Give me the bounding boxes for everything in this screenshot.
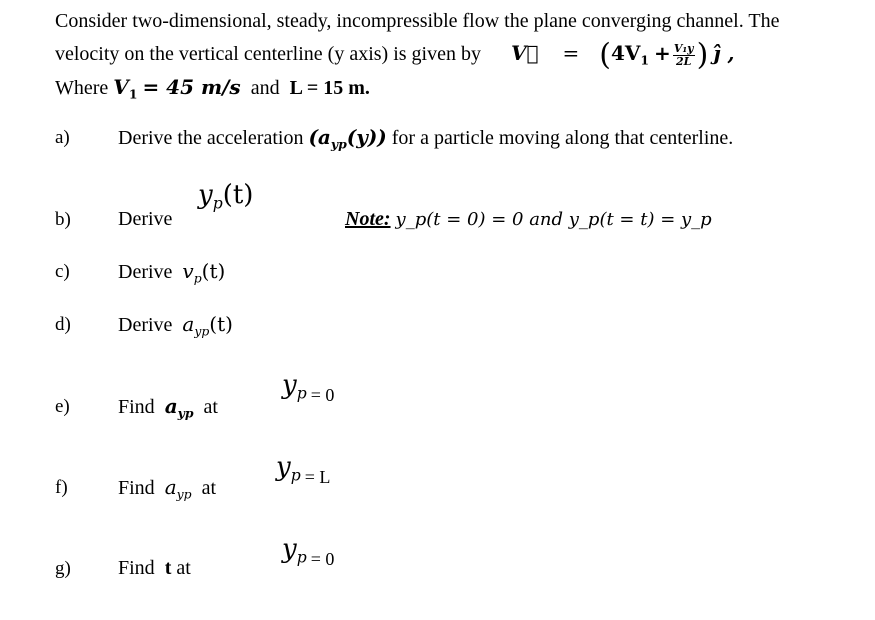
at-text: at xyxy=(201,477,216,499)
item-a-expr xyxy=(308,125,387,152)
plus-sign: + xyxy=(654,41,671,65)
L-definition: L = 15 m. xyxy=(289,77,370,99)
item-c-body xyxy=(118,256,225,293)
item-e-condition xyxy=(282,370,335,405)
item-e xyxy=(55,391,70,422)
velocity-fraction xyxy=(673,43,695,68)
item-b-note xyxy=(345,204,712,235)
note-text: y_p(t = 0) = 0 and y_p(t = t) = y_p xyxy=(395,209,712,230)
close-paren: ) xyxy=(696,37,709,73)
cond-sub: p xyxy=(290,466,301,485)
item-b-expr xyxy=(198,180,253,212)
expr-sub: p xyxy=(212,194,223,213)
expr-main: v xyxy=(182,259,194,283)
note-label: Note: xyxy=(345,208,391,230)
item-label: g) xyxy=(55,558,71,579)
expr-tail: (y)) xyxy=(346,125,387,149)
expr-sub: yp xyxy=(177,405,194,421)
v1-value: = 45 m/s xyxy=(142,75,241,99)
velocity-coefficient-subscript: 1 xyxy=(640,52,650,68)
expr-main: a xyxy=(164,475,177,499)
item-f-condition xyxy=(276,452,331,487)
expr-tail: (t) xyxy=(201,259,226,283)
intro-line-1 xyxy=(55,6,779,36)
item-text: Derive xyxy=(118,261,173,283)
cond-var: y xyxy=(282,534,297,564)
at-text: at xyxy=(203,396,218,418)
fraction-numerator: V₁y xyxy=(673,41,694,55)
item-label: d) xyxy=(55,314,71,335)
item-b-body xyxy=(118,204,172,234)
at-text: at xyxy=(176,557,191,579)
item-text: Find xyxy=(118,396,155,418)
item-a-body xyxy=(118,122,733,159)
item-text: Derive xyxy=(118,208,173,230)
item-label: a) xyxy=(55,127,70,148)
expr-sub: yp xyxy=(330,136,347,152)
where-text: Where xyxy=(55,77,109,99)
intro-line-3 xyxy=(55,72,370,109)
item-label: c) xyxy=(55,261,70,282)
item-tail-text: for a particle moving along that centerline. xyxy=(391,127,734,149)
item-text: Find xyxy=(118,557,155,579)
expr-sub: yp xyxy=(194,323,210,339)
item-label: f) xyxy=(55,477,68,498)
cond-value: = 0 xyxy=(310,549,335,569)
item-text: Find xyxy=(118,477,155,499)
item-label: b) xyxy=(55,209,71,230)
cond-var: y xyxy=(276,452,291,482)
velocity-coefficient: 4V xyxy=(610,41,641,65)
item-a xyxy=(55,122,70,153)
fraction-denominator: 2L xyxy=(675,54,692,68)
item-g xyxy=(55,553,71,584)
item-g-body xyxy=(118,553,191,583)
item-label: e) xyxy=(55,396,70,417)
item-text: Derive xyxy=(118,314,173,336)
item-b xyxy=(55,204,71,235)
intro-line-2 xyxy=(55,38,734,75)
item-g-condition xyxy=(282,534,335,569)
item-e-body xyxy=(118,391,218,428)
expr-tail: (t) xyxy=(209,312,233,336)
expr-main: (a xyxy=(308,125,331,149)
expr-sub: p xyxy=(193,270,202,286)
and-text: and xyxy=(250,77,280,99)
item-d xyxy=(55,309,71,340)
item-f-body xyxy=(118,472,216,509)
item-text: Derive the acceleration xyxy=(118,127,304,149)
cond-value: = L xyxy=(304,467,331,487)
v1-symbol: V xyxy=(113,75,129,99)
cond-sub: p xyxy=(296,384,307,403)
velocity-vector-symbol: V⃗ xyxy=(510,41,539,65)
expr-main: a xyxy=(182,312,195,336)
item-c xyxy=(55,256,70,287)
item-d-body xyxy=(118,309,233,346)
expr-main: y xyxy=(198,180,213,210)
cond-sub: p xyxy=(296,548,307,567)
expr-main: t xyxy=(164,557,172,579)
cond-value: = 0 xyxy=(310,385,335,405)
item-f xyxy=(55,472,68,503)
expr-main: a xyxy=(164,394,178,418)
cond-var: y xyxy=(282,370,297,400)
unit-vector-j: ĵ , xyxy=(713,41,735,65)
intro-line-2-text: velocity on the vertical centerline (y axis) is given by xyxy=(55,43,481,65)
open-paren: ( xyxy=(599,37,611,73)
expr-sub: yp xyxy=(176,486,192,502)
equals-sign: = xyxy=(562,41,580,65)
intro-line-1-text: Consider two-dimensional, steady, incompressible flow the plane converging channel. The xyxy=(55,10,780,32)
v1-subscript: 1 xyxy=(128,86,138,102)
expr-tail: (t) xyxy=(222,180,254,210)
